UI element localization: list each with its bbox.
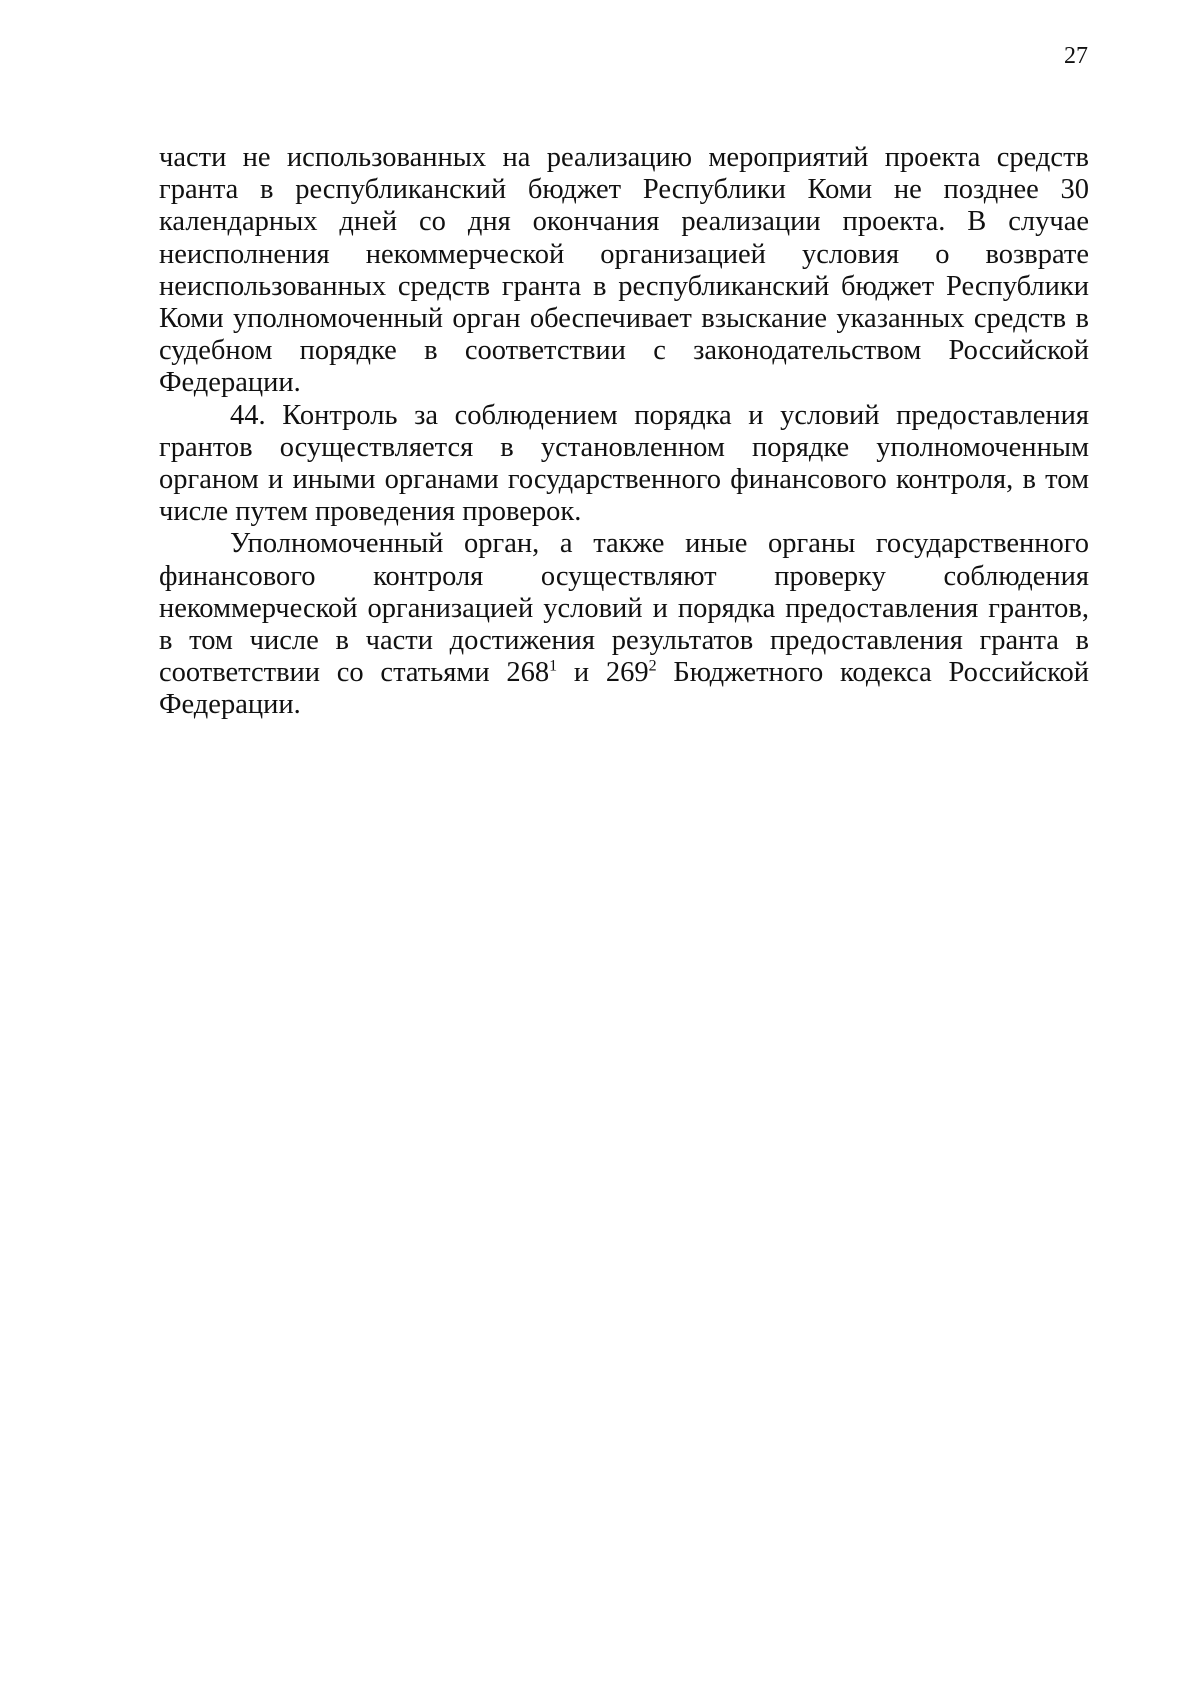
superscript-article-269: 2 xyxy=(648,657,657,675)
superscript-article-268: 1 xyxy=(549,657,558,675)
page-number: 27 xyxy=(1064,43,1088,69)
paragraph-text-part1: Уполномоченный орган, а также иные органы государственного финансового контроля осуществляют проверку соблюдения некоммерческой организацией условий и порядка предоставления грантов, в том числе в части достижения результатов предоставления гранта в соответствии со статьями 268 xyxy=(159,528,1089,689)
paragraph-text-part2: и 269 xyxy=(557,657,649,689)
paragraph-text-part3: Бюджетного кодекса Российской Федерации. xyxy=(159,657,1089,721)
paragraph-authority-inspection xyxy=(159,528,1089,721)
paragraph-44: 44. Контроль за соблюдением порядка и условий предоставления грантов осуществляется в установленном порядке уполномоченным органом и иными органами государственного финансового контроля, в том числе путем проведения проверок. xyxy=(159,399,1089,528)
paragraph-continuation: части не использованных на реализацию мероприятий проекта средств гранта в республиканский бюджет Республики Коми не позднее 30 календарных дней со дня окончания реализации проекта. В случае неисполнения некоммерческой организацией условия о возврате неиспользованных средств гранта в республиканский бюджет Республики Коми уполномоченный орган обеспечивает взыскание указанных средств в судебном порядке в соответствии с законодательством Российской Федерации. xyxy=(159,142,1089,399)
document-body xyxy=(159,142,1089,722)
